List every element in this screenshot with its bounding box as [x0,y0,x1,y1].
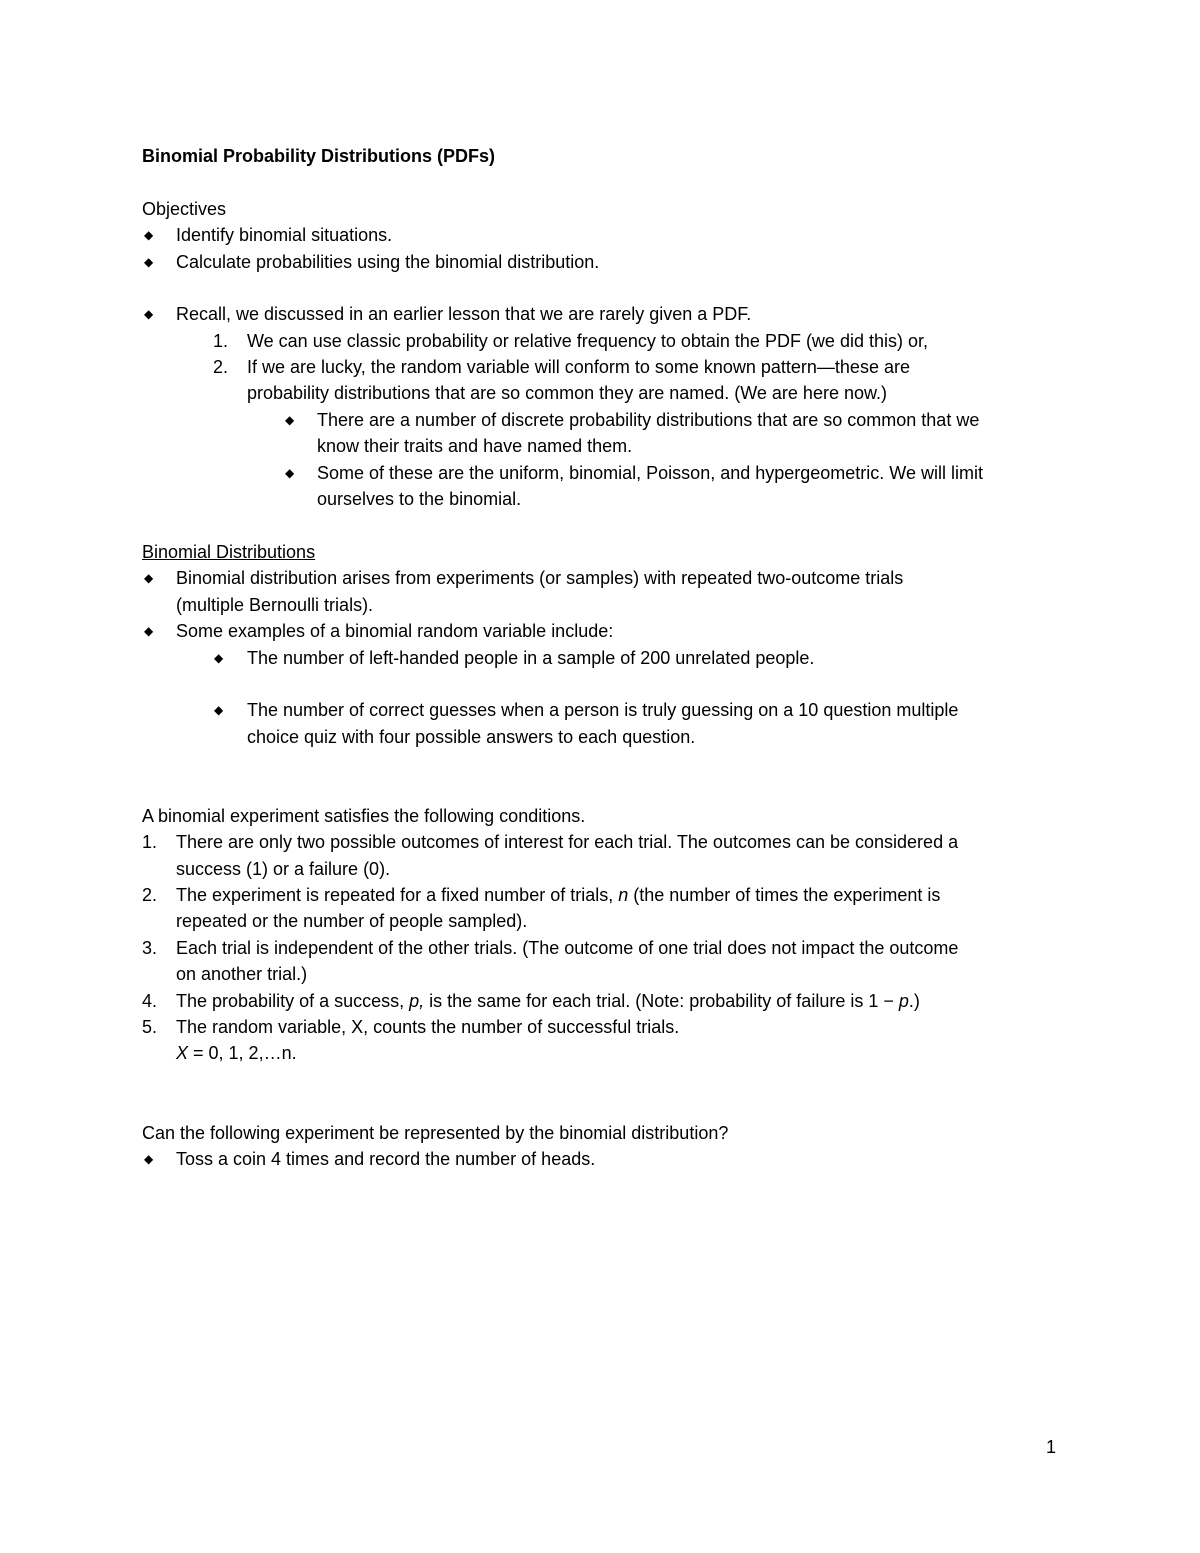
recall-item-2-line-2: probability distributions that are so common they are named. (We are here now.) [247,383,887,403]
condition-5-variable-x: X [176,1043,189,1063]
binomial-distributions-heading: Binomial Distributions [142,542,316,562]
condition-4 [176,988,920,1014]
list-number: 2. [213,357,229,377]
bullet-icon: ◆ [144,228,154,242]
condition-4-text-b: is the same for each trial. (Note: probability of failure is 1 − [424,991,899,1011]
condition-5-line-2 [176,1040,297,1066]
binomial-bullet-1-line-1: Binomial distribution arises from experiments (or samples) with repeated two-outcome trials [176,568,904,588]
list-number: 4. [142,991,158,1011]
recall-sub-1-line-1: There are a number of discrete probability distributions that are so common that we [317,410,980,430]
condition-1-line-2: success (1) or a failure (0). [176,859,391,879]
question-item: Toss a coin 4 times and record the number of heads. [176,1149,596,1169]
recall-sub-2-line-1: Some of these are the uniform, binomial, Poisson, and hypergeometric. We will limit [317,463,983,483]
condition-5-values: = 0, 1, 2,…n. [188,1043,297,1063]
page-number: 1 [1046,1437,1057,1457]
binomial-bullet-1-line-2: (multiple Bernoulli trials). [176,595,374,615]
condition-5-line-1: The random variable, X, counts the number of successful trials. [176,1017,680,1037]
bullet-icon: ◆ [144,624,154,638]
condition-2-text-a: The experiment is repeated for a fixed number of trials, [176,885,619,905]
list-number: 3. [142,938,158,958]
recall-sub-2-line-2: ourselves to the binomial. [317,489,522,509]
list-number: 1. [213,331,229,351]
bullet-icon: ◆ [144,571,154,585]
binomial-example-1: The number of left-handed people in a sample of 200 unrelated people. [247,648,815,668]
binomial-bullet-2: Some examples of a binomial random variable include: [176,621,614,641]
objective-item: Identify binomial situations. [176,225,393,245]
list-number: 5. [142,1017,158,1037]
condition-4-text-c: .) [908,991,920,1011]
objectives-heading: Objectives [142,199,227,219]
bullet-icon: ◆ [285,466,295,480]
condition-2-line-2: repeated or the number of people sampled). [176,911,528,931]
list-number: 2. [142,885,158,905]
bullet-icon: ◆ [144,255,154,269]
conditions-intro: A binomial experiment satisfies the following conditions. [142,806,586,826]
recall-intro: Recall, we discussed in an earlier lesson that we are rarely given a PDF. [176,304,752,324]
list-number: 1. [142,832,158,852]
condition-4-variable-p: p, [409,991,425,1011]
condition-3-line-2: on another trial.) [176,964,308,984]
condition-2-variable-n: n [618,885,629,905]
bullet-icon: ◆ [214,651,224,665]
condition-4-variable-p2: p [898,991,909,1011]
condition-2-text-b: (the number of times the experiment is [628,885,941,905]
condition-3-line-1: Each trial is independent of the other trials. (The outcome of one trial does not impact the outcome [176,938,959,958]
objective-item: Calculate probabilities using the binomial distribution. [176,252,600,272]
condition-1-line-1: There are only two possible outcomes of interest for each trial. The outcomes can be considered a [176,832,959,852]
bullet-icon: ◆ [144,1152,154,1166]
bullet-icon: ◆ [144,307,154,321]
document-title: Binomial Probability Distributions (PDFs) [142,146,496,166]
binomial-example-2-line-2: choice quiz with four possible answers to each question. [247,727,696,747]
question-text: Can the following experiment be represented by the binomial distribution? [142,1123,729,1143]
condition-4-text-a: The probability of a success, [176,991,410,1011]
condition-2-line-1 [176,882,940,908]
binomial-example-2-line-1: The number of correct guesses when a person is truly guessing on a 10 question multiple [247,700,959,720]
bullet-icon: ◆ [285,413,295,427]
recall-sub-1-line-2: know their traits and have named them. [317,436,633,456]
recall-item-1: We can use classic probability or relative frequency to obtain the PDF (we did this) or, [247,331,928,351]
recall-item-2-line-1: If we are lucky, the random variable will conform to some known pattern—these are [247,357,910,377]
bullet-icon: ◆ [214,703,224,717]
